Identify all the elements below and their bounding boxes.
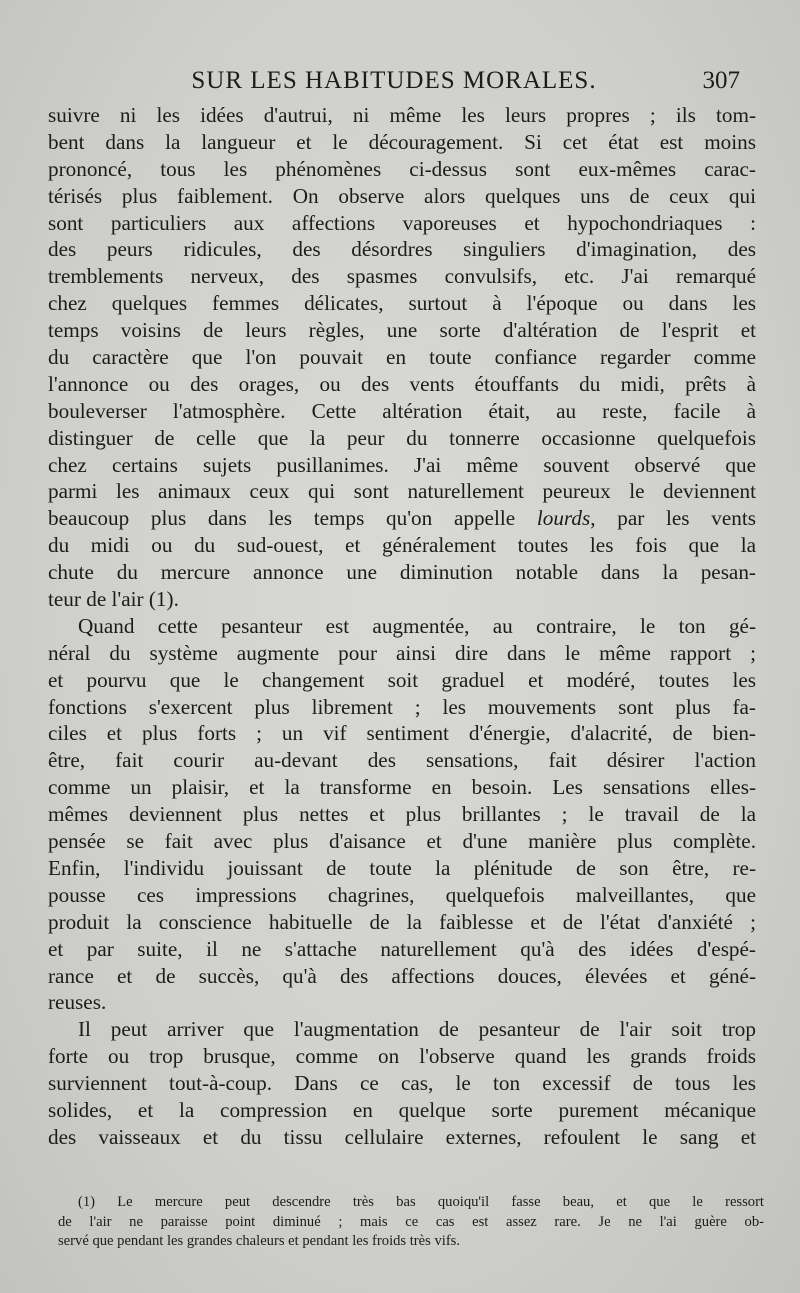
text-line: sont particuliers aux affections vaporeuses et hypochondriaques : [48, 210, 756, 235]
text-segment: , par les vents [590, 506, 756, 531]
text-line: suivre ni les idées d'autrui, ni même les leurs propres ; ils tom- [48, 103, 756, 127]
text-line: produit la conscience habituelle de la faiblesse et de l'état d'anxiété ; [48, 909, 756, 934]
text-line: solides, et la compression en quelque sorte purement mécanique [48, 1097, 756, 1122]
text-line: comme un plaisir, et la transforme en besoin. Les sensations elles- [48, 775, 756, 800]
text-line: néral du système augmente pour ainsi dire dans le même rapport ; [48, 640, 756, 665]
page-number: 307 [702, 67, 740, 94]
text-line: mêmes deviennent plus nettes et plus brillantes ; le travail de la [48, 802, 756, 827]
text-line: pensée se fait avec plus d'aisance et d'une manière plus complète. [48, 829, 756, 854]
text-line: ciles et plus forts ; un vif sentiment d'énergie, d'alacrité, de bien- [48, 721, 756, 746]
text-line [48, 505, 756, 532]
text-line: chez quelques femmes délicates, surtout à l'époque ou dans les [48, 291, 756, 316]
text-line: l'annonce ou des orages, ou des vents étouffants du midi, prêts à [48, 371, 756, 396]
text-line: bent dans la langueur et le découragement. Si cet état est moins [48, 129, 756, 154]
text-line: du caractère que l'on pouvait en toute confiance regarder comme [48, 345, 756, 370]
text-line: être, fait courir au-devant des sensations, fait désirer l'action [48, 748, 756, 773]
text-line: distinguer de celle que la peur du tonnerre occasionne quelquefois [48, 425, 756, 450]
text-line: bouleverser l'atmosphère. Cette altération était, au reste, facile à [48, 398, 756, 423]
text-line: et pourvu que le changement soit graduel et modéré, toutes les [48, 667, 756, 692]
text-line: reuses. [48, 990, 107, 1015]
italic-word: lourds [536, 506, 591, 531]
footnote-line: servé que pendant les grandes chaleurs et pendant les froids très vifs. [58, 1233, 461, 1249]
page-header [48, 64, 740, 98]
text-line: temps voisins de leurs règles, une sorte d'altération de l'esprit et [48, 318, 756, 343]
text-line: pousse ces impressions chagrines, quelquefois malveillantes, que [48, 882, 756, 907]
text-line: et par suite, il ne s'attache naturellement qu'à des idées d'espé- [48, 936, 756, 961]
text-line: Il peut arriver que l'augmentation de pesanteur de l'air soit trop [78, 1017, 756, 1042]
text-line: rance et de succès, qu'à des affections douces, élevées et géné- [48, 963, 756, 988]
text-line: fonctions s'exercent plus librement ; les mouvements sont plus fa- [48, 694, 756, 719]
text-line: térisés plus faiblement. On observe alors quelques uns de ceux qui [48, 183, 756, 208]
footnote-block [58, 1193, 764, 1252]
text-line: teur de l'air (1). [48, 587, 179, 612]
text-line: parmi les animaux ceux qui sont naturellement peureux le deviennent [48, 479, 756, 504]
text-line: chez certains sujets pusillanimes. J'ai même souvent observé que [48, 452, 756, 477]
text-line: surviennent tout-à-coup. Dans ce cas, le ton excessif de tous les [48, 1071, 756, 1096]
footnote-line: (1) Le mercure peut descendre très bas quoiqu'il fasse beau, et que le ressort [78, 1194, 764, 1210]
text-line: Quand cette pesanteur est augmentée, au contraire, le ton gé- [78, 613, 756, 638]
text-line: des peurs ridicules, des désordres singuliers d'imagination, des [48, 237, 756, 262]
footnote-line: de l'air ne paraisse point diminué ; mais ce cas est assez rare. Je ne l'ai guère ob- [58, 1213, 764, 1230]
text-line: chute du mercure annonce une diminution notable dans la pesan- [48, 560, 756, 585]
text-segment: beaucoup plus dans les temps qu'on appelle [48, 506, 537, 531]
text-line: Enfin, l'individu jouissant de toute la plénitude de son être, re- [48, 855, 756, 880]
body-text [48, 102, 756, 1151]
text-line: tremblements nerveux, des spasmes convulsifs, etc. J'ai remarqué [48, 264, 756, 289]
text-line: du midi ou du sud-ouest, et généralement toutes les fois que la [48, 533, 756, 558]
text-line: des vaisseaux et du tissu cellulaire externes, refoulent le sang et [48, 1124, 756, 1149]
text-line: forte ou trop brusque, comme on l'observe quand les grands froids [48, 1044, 756, 1069]
running-title: SUR LES HABITUDES MORALES. [191, 67, 597, 94]
text-line: prononcé, tous les phénomènes ci-dessus sont eux-mêmes carac- [48, 156, 756, 181]
